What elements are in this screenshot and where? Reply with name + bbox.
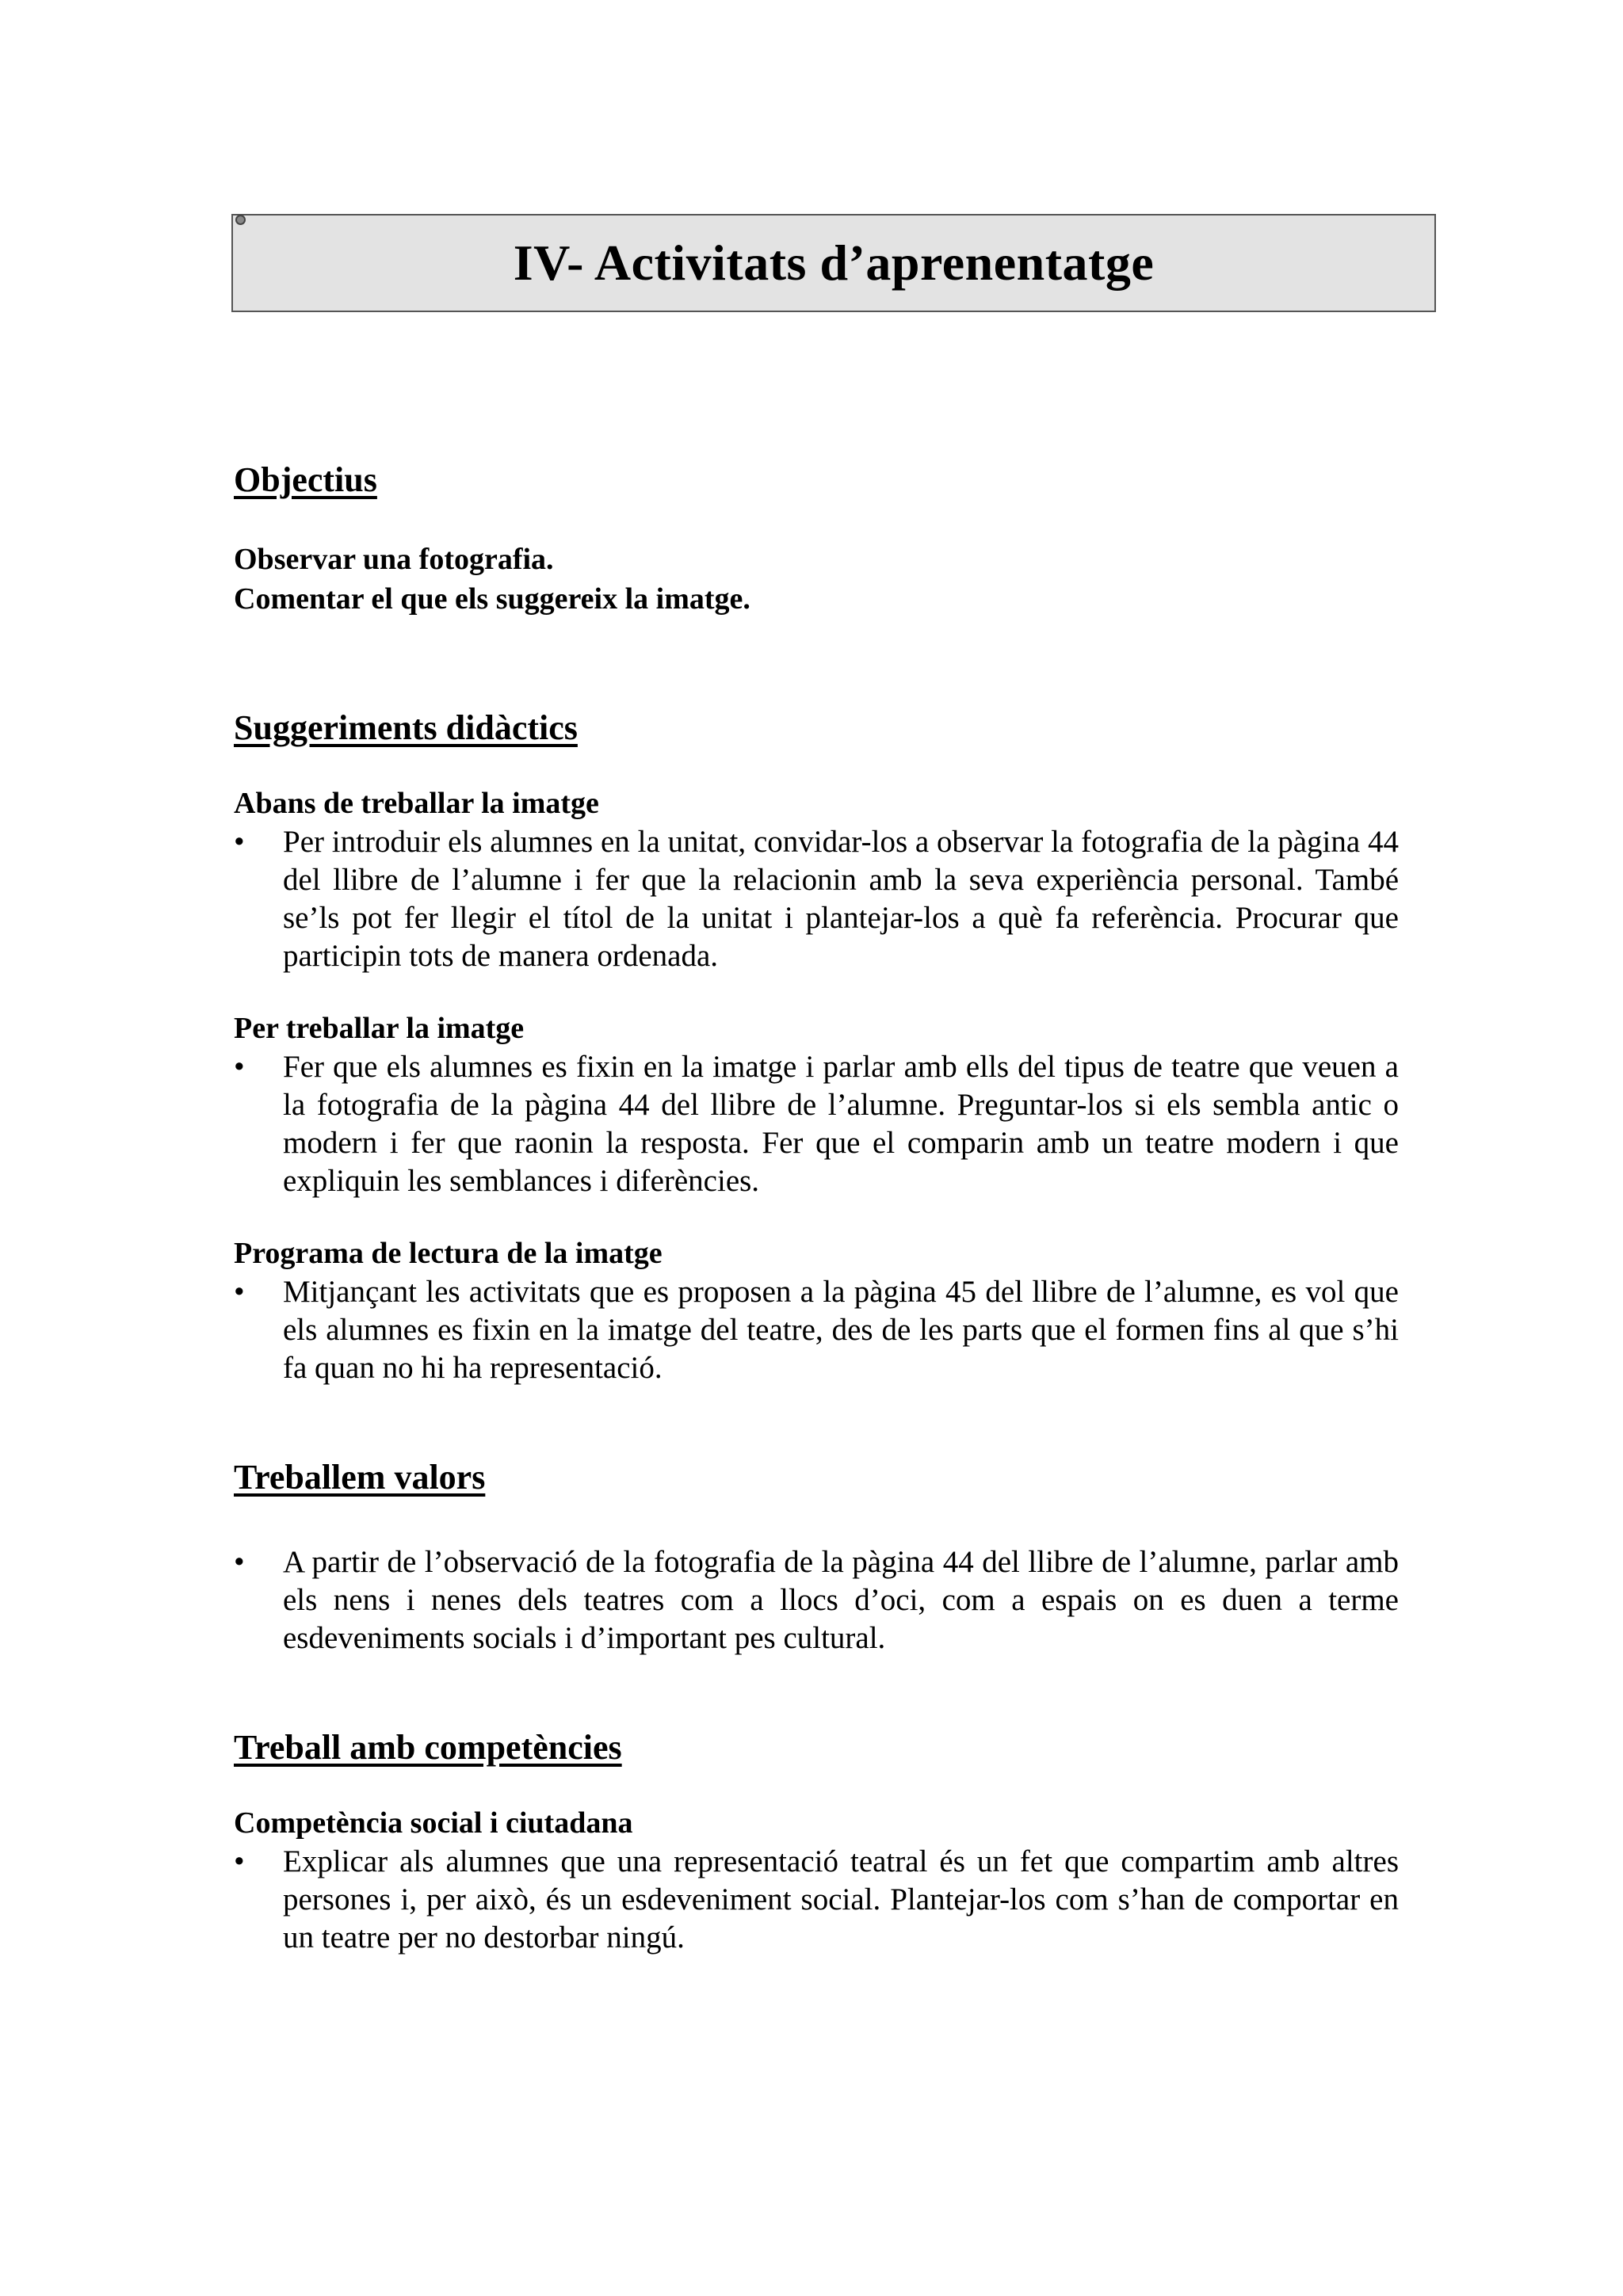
document-body [234, 460, 1399, 1957]
subheading-competencia: Competència social i ciutadana [234, 1806, 633, 1840]
subheading-abans: Abans de treballar la imatge [234, 787, 599, 820]
objective-line: Comentar el que els suggereix la imatge. [234, 582, 750, 616]
bullet-icon: • [234, 1844, 245, 1878]
bullet-text: Explicar als alumnes que una representació teatral és un fet que compartim amb altres persones i, per això, és un esdeveniment social. Plantejar-los com s’han de comportar en un teatre per no destorbar ningú. [283, 1844, 1399, 1955]
bullet-text: Mitjançant les activitats que es proposen a la pàgina 45 del llibre de l’alumne, es vol que els alumnes es fixin en la imatge del teatre, des de les parts que el formen fins al que s’hi fa quan no hi ha representació. [283, 1275, 1399, 1385]
bullet-item [234, 1843, 1399, 1957]
section-heading-competencies: Treball amb competències [234, 1728, 622, 1767]
subheading-per-treballar: Per treballar la imatge [234, 1012, 525, 1045]
bullet-text: A partir de l’observació de la fotografia de la pàgina 44 del llibre de l’alumne, parlar amb els nens i nenes dels teatres com a llocs d’oci, com a espais on es duen a terme esdeveniments socials i d’important pes cultural. [283, 1545, 1399, 1655]
bullet-item [234, 1543, 1399, 1657]
section-heading-suggeriments: Suggeriments didàctics [234, 708, 578, 747]
bullet-icon: • [234, 1545, 245, 1579]
section-heading-valors: Treballem valors [234, 1458, 486, 1497]
bullet-text: Fer que els alumnes es fixin en la imatge i parlar amb ells del tipus de teatre que veuen a la fotografia de la pàgina 44 del llibre de l’alumne. Preguntar-los si els sembla antic o modern i fer que raonin la resposta. Fer que el comparin amb un teatre modern i que expliquin les semblances i diferències. [283, 1050, 1399, 1198]
bullet-icon: • [234, 825, 245, 859]
bullet-item [234, 1048, 1399, 1200]
objective-line: Observar una fotografia. [234, 543, 554, 576]
bullet-item [234, 823, 1399, 975]
bullet-item [234, 1273, 1399, 1387]
page-title: IV- Activitats d’aprenentatge [513, 235, 1155, 291]
title-box [231, 214, 1436, 312]
bullet-text: Per introduir els alumnes en la unitat, convidar-los a observar la fotografia de la pàgina 44 del llibre de l’alumne i fer que la relacionin amb la seva experiència personal. També se’ls pot fer llegir el títol de la unitat i plantejar-los a què fa referència. Procurar que participin tots de manera ordenada. [283, 825, 1399, 973]
bullet-icon: • [234, 1050, 245, 1084]
bullet-marker-icon [235, 215, 246, 225]
subheading-programa: Programa de lectura de la imatge [234, 1237, 663, 1270]
bullet-icon: • [234, 1275, 245, 1309]
section-heading-objectius: Objectius [234, 460, 377, 499]
objectives-list [234, 540, 1399, 619]
